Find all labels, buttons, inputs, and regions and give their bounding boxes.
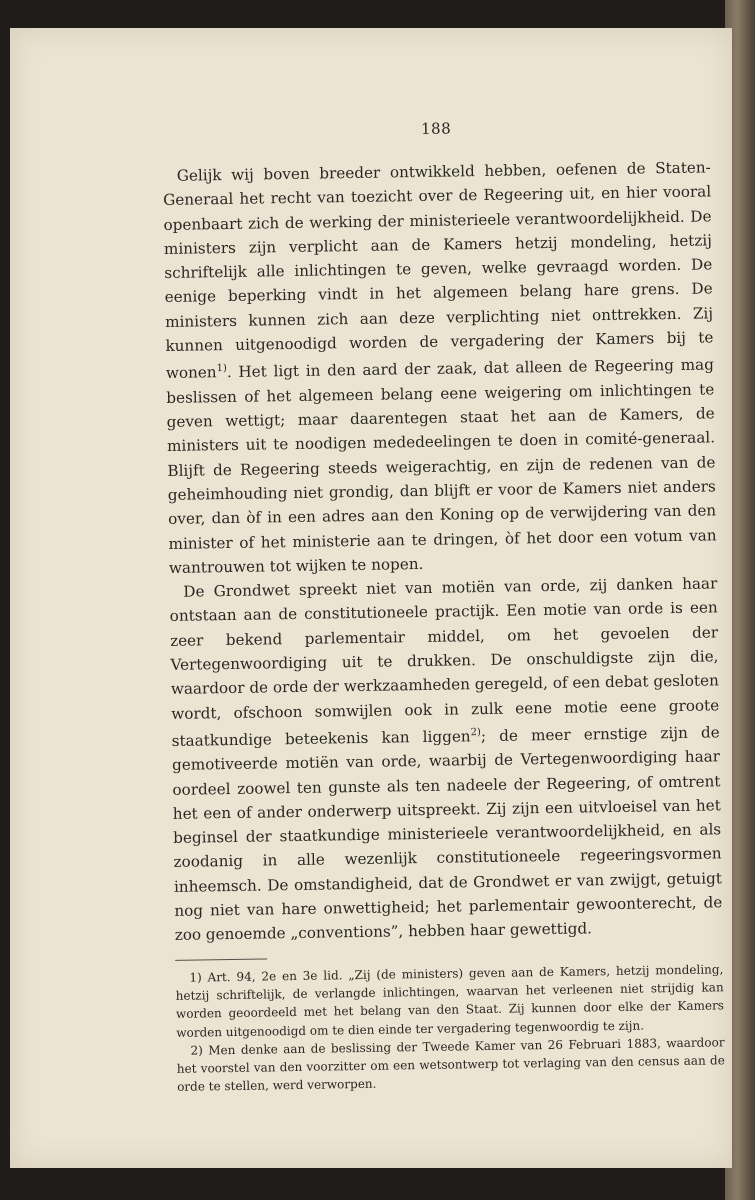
footnote-ref: 1) <box>216 363 227 375</box>
book-page <box>10 28 732 1168</box>
paragraph-text: De Grondwet spreekt niet van motiën van orde, zij danken haar ontstaan aan de constitutioneele practijk. Een motie van orde is een zeer bekend parlementair middel, om het gevoelen der Vertegenwoordiging uit te drukken. De onschuldigste zijn die, waardoor de orde der werkzaamheden geregeld, of een debat gesloten wordt, ofschoon somwijlen ook in zulk eene motie eene groote staatkundige beteekenis kan liggen <box>169 574 720 750</box>
body-text <box>163 155 723 947</box>
page-content <box>162 115 725 1096</box>
paragraph-text: . Het ligt in den aard der zaak, dat alleen de Regeering mag beslissen of het algemeen belang eene weigering om inlichtingen te geven wettigt; maar daarentegen staat het aan de Kamers, de ministers uit te noodigen mededeelingen te doen in comité-generaal. Blijft de Regeering steeds weigerachtig, en zijn de redenen van de geheimhouding niet grondig, dan blijft er voor de Kamers niet anders over, dan òf in een adres aan den Koning op de verwijdering van den minister of het ministerie aan te dringen, òf het door een votum van wantrouwen tot wijken te nopen. <box>166 355 717 577</box>
footnote-ref: 2) <box>470 726 481 739</box>
footnote-divider <box>175 958 267 960</box>
footnotes <box>175 960 725 1097</box>
footnote: 2) Men denke aan de beslissing der Tweede Kamer van 26 Februari 1883, waardoor het voorstel van den voorzitter om een wetsontwerp tot verlaging van den census aan de orde te stellen, werd verworpen. <box>176 1035 725 1095</box>
paragraph <box>169 571 723 947</box>
footnote: 1) Art. 94, 2e en 3e lid. „Zij (de ministers) geven aan de Kamers, hetzij mondeling, hetzij schriftelijk, de verlangde inlichtingen, waarvan het verleenen niet strijdig kan worden geoordeeld met het belang van den Staat. Zij kunnen door elke der Kamers worden uitgenoodigd om te dien einde ter vergadering tegenwoordig te zijn. <box>175 961 725 1040</box>
paragraph-text: ; de meer ernstige zijn de gemotiveerde motiën van orde, waarbij de Vertegenwoordiging haar oordeel zoowel ten gunste als ten nadeele der Regeering, of omtrent het een of ander onderwerp uitspreekt. Zij zijn een uitvloeisel van het beginsel der staatkundige ministerieele verantwoordelijkheid, en als zoodanig in alle wezenlijk constitutioneele regeeringsvormen inheemsch. De omstandigheid, dat de Grondwet er van zwijgt, getuigt nog niet van hare onwettigheid; het parlementair gewoonterecht, de zoo genoemde „conventions”, hebben haar gewettigd. <box>171 723 723 945</box>
paragraph-text: Gelijk wij boven breeder ontwikkeld hebben, oefenen de Staten-Generaal het recht van toezicht over de Regeering uit, en hier vooral openbaart zich de werking der ministerieele verantwoordelijkheid. De ministers zijn verplicht aan de Kamers hetzij mondeling, hetzij schriftelijk alle inlichtingen te geven, welke gevraagd worden. De eenige beperking vindt in het algemeen belang hare grens. De ministers kunnen zich aan deze verplichting niet onttrekken. Zij kunnen uitgenoodigd worden de vergadering der Kamers bij te wonen <box>163 158 714 383</box>
paragraph <box>163 155 717 580</box>
page-number: 188 <box>420 119 452 138</box>
